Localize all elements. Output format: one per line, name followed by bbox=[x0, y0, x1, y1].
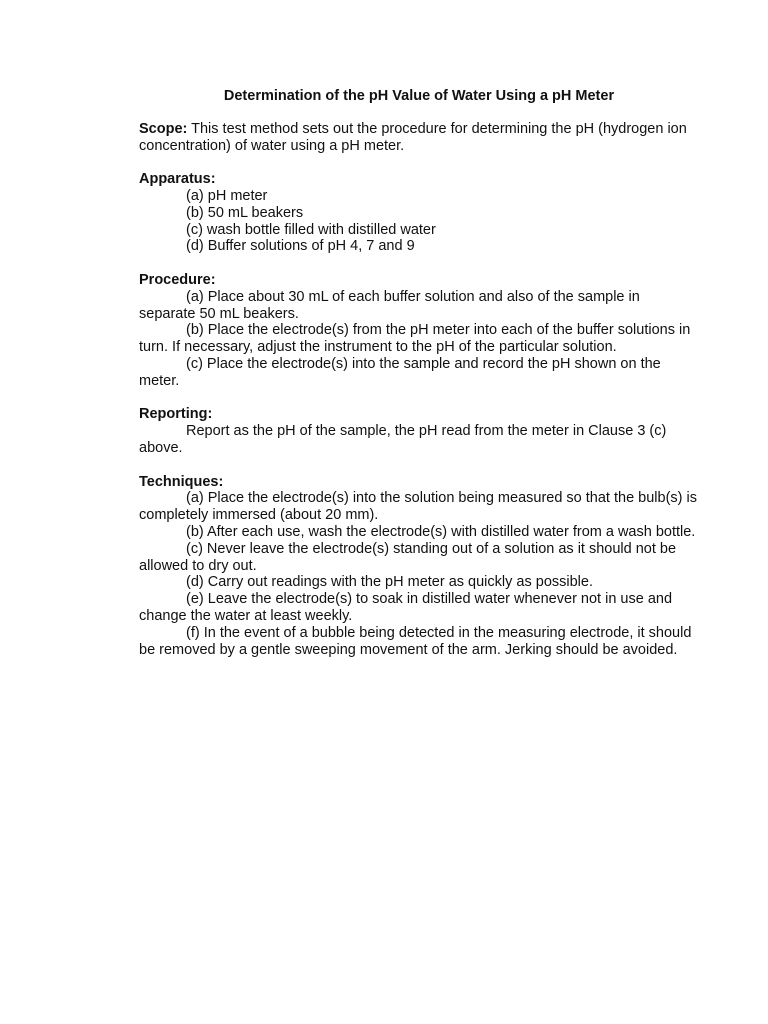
techniques-heading: Techniques: bbox=[139, 473, 224, 490]
apparatus-heading: Apparatus: bbox=[139, 171, 216, 188]
procedure-step: (b) Place the electrode(s) from the pH meter into each of the buffer solutions in turn. If necessary, adjust the instrument to the pH of the particular solution. bbox=[139, 322, 691, 356]
technique-item: (d) Carry out readings with the pH meter as quickly as possible. bbox=[186, 574, 593, 591]
technique-item: (c) Never leave the electrode(s) standing out of a solution as it should not be allowed to dry out. bbox=[139, 540, 677, 574]
document-page bbox=[139, 88, 699, 675]
scope-heading: Scope: bbox=[139, 120, 188, 137]
technique-item: (e) Leave the electrode(s) to soak in distilled water whenever not in use and change the water at least weekly. bbox=[139, 591, 673, 624]
apparatus-item: (d) Buffer solutions of pH 4, 7 and 9 bbox=[186, 238, 415, 255]
document-title: Determination of the pH Value of Water Using a pH Meter bbox=[223, 88, 615, 104]
reporting-text: Report as the pH of the sample, the pH read from the meter in Clause 3 (c) above. bbox=[139, 423, 667, 456]
scope-text: This test method sets out the procedure for determining the pH (hydrogen ion concentration) of water using a pH meter. bbox=[139, 120, 687, 154]
reporting-heading: Reporting: bbox=[139, 406, 213, 423]
procedure-step: (a) Place about 30 mL of each buffer solution and also of the sample in separate 50 mL beakers. bbox=[139, 288, 640, 322]
technique-item: (b) After each use, wash the electrode(s) with distilled water from a wash bottle. bbox=[186, 523, 696, 540]
procedure-heading: Procedure: bbox=[139, 271, 216, 288]
apparatus-item: (b) 50 mL beakers bbox=[186, 204, 304, 221]
procedure-section bbox=[139, 272, 699, 390]
scope-section bbox=[139, 121, 699, 155]
apparatus-item: (c) wash bottle filled with distilled water bbox=[186, 221, 436, 238]
technique-item: (a) Place the electrode(s) into the solution being measured so that the bulb(s) is completely immersed (about 20 mm). bbox=[139, 490, 697, 524]
procedure-step: (c) Place the electrode(s) into the sample and record the pH shown on the meter. bbox=[139, 355, 661, 389]
apparatus-section bbox=[139, 171, 699, 255]
apparatus-item: (a) pH meter bbox=[186, 187, 268, 204]
techniques-section bbox=[139, 474, 699, 659]
reporting-section bbox=[139, 406, 699, 456]
technique-item: (f) In the event of a bubble being detected in the measuring electrode, it should be removed by a gentle sweeping movement of the arm. Jerking should be avoided. bbox=[139, 624, 692, 658]
apparatus-list bbox=[139, 188, 699, 255]
scope-paragraph bbox=[139, 121, 699, 155]
